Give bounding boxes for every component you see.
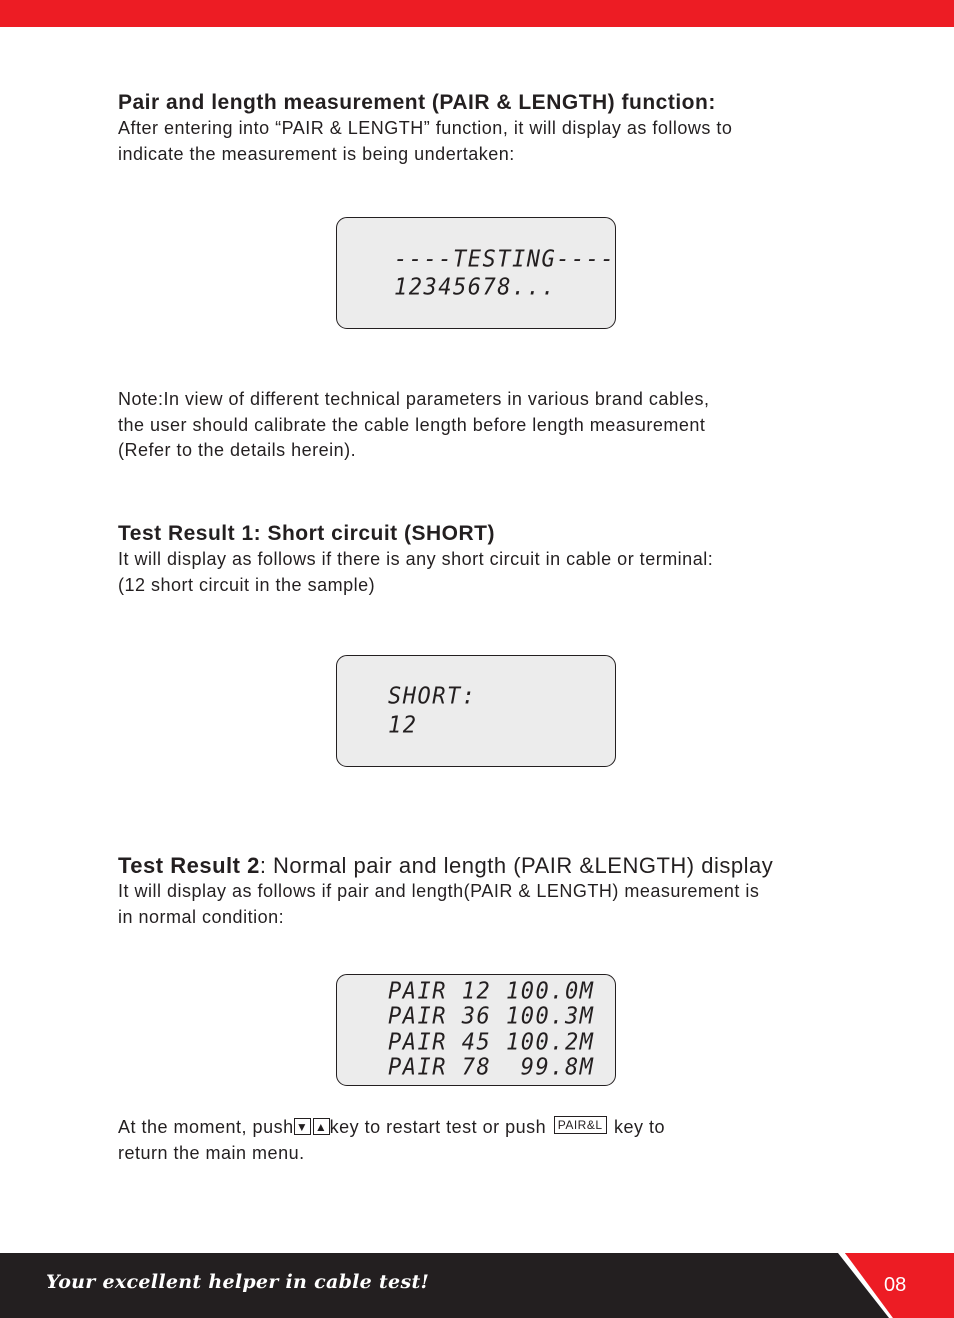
paragraph-line: After entering into “PAIR & LENGTH” function, it will display as follows to [118,118,733,138]
up-triangle-icon: ▲ [313,1118,330,1135]
lcd-line: SHORT: [388,683,477,710]
section-normal-pair-length [118,853,898,930]
page-number: 08 [884,1274,907,1296]
lcd-line: ----TESTING---- [394,246,616,273]
paragraph-line: (12 short circuit in the sample) [118,574,376,595]
lcd-pair-row: PAIR 45 100.2M [388,1029,595,1056]
paragraph-line: the user should calibrate the cable length before length measurement [118,414,706,435]
paragraph-line: (Refer to the details herein). [118,440,357,460]
paragraph-line: Note:In view of different technical parameters in various brand cables, [118,389,710,409]
section-heading [118,853,898,879]
section-heading: Test Result 1: Short circuit (SHORT) [118,522,495,545]
paragraph-line: return the main menu. [118,1142,305,1163]
heading-rest: : Normal pair and length (PAIR &LENGTH) display [259,853,774,878]
heading-bold: Test Result 2 [118,853,260,878]
down-triangle-icon: ▼ [294,1118,311,1135]
section-pair-length [118,90,898,167]
closing-text: key to [608,1117,666,1137]
calibration-note [118,387,898,464]
lcd-pair-row: PAIR 36 100.3M [388,1003,595,1030]
paragraph-line [118,1115,898,1141]
lcd-pair-row: PAIR 78 99.8M [388,1054,595,1081]
closing-text: At the moment, push [118,1117,294,1137]
footer-tagline: Your excellent helper in cable test! [46,1271,430,1293]
pair-length-key-label: PAIR&L [554,1116,607,1134]
lcd-line: 12 [388,712,418,739]
closing-instructions [118,1115,898,1166]
closing-text: key to restart test or push [329,1117,547,1137]
paragraph-line: in normal condition: [118,906,285,927]
lcd-pairs-display [336,974,616,1086]
lcd-short-display [336,655,616,767]
paragraph-line: It will display as follows if there is any short circuit in cable or terminal: [118,549,714,569]
lcd-testing-display [336,217,616,329]
paragraph-line: It will display as follows if pair and length(PAIR & LENGTH) measurement is [118,881,760,901]
lcd-line: 12345678... [394,274,557,301]
top-accent-bar [0,0,954,27]
section-short-circuit [118,521,898,598]
lcd-pair-row: PAIR 12 100.0M [388,978,595,1005]
section-heading: Pair and length measurement (PAIR & LENGTH) function: [118,91,716,114]
paragraph-line: indicate the measurement is being undertaken: [118,143,515,164]
page-footer [0,1253,954,1318]
